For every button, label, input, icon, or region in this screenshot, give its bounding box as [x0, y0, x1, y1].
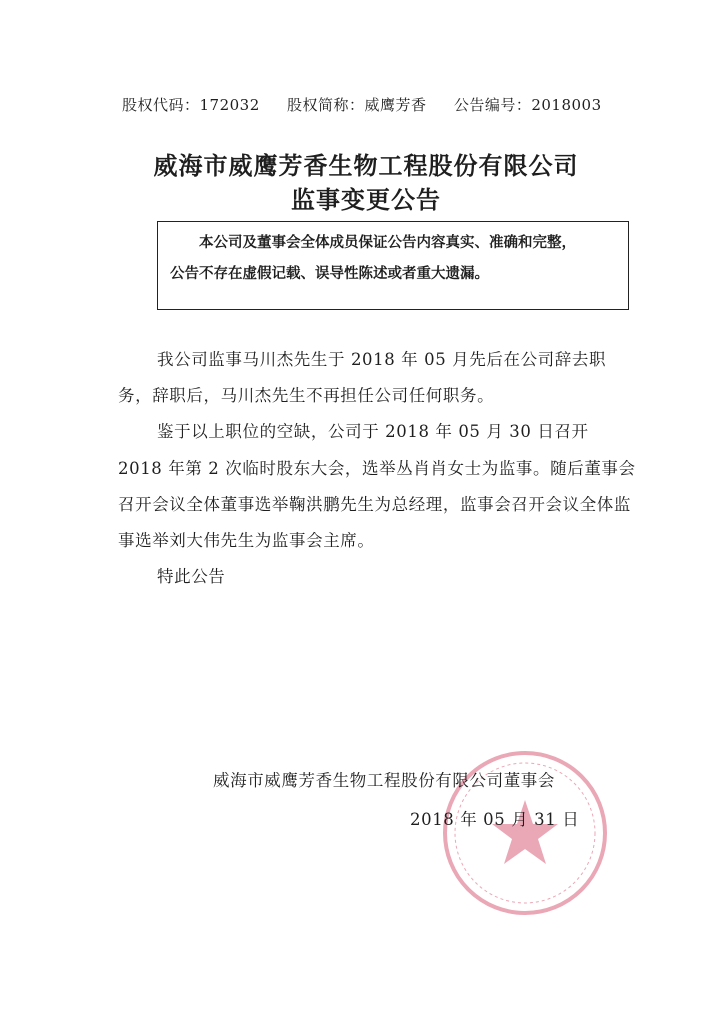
body-paragraph-3: 特此公告 [157, 567, 226, 587]
notice-body [118, 342, 638, 595]
document-header [122, 94, 632, 115]
notice-title: 监事变更公告 [291, 186, 441, 214]
body-paragraph-1: 我公司监事马川杰先生于 2018 年 05 月先后在公司辞去职务，辞职后，马川杰先生不再担任公司任何职务。 [118, 350, 607, 406]
signature-date: 2018 年 05 月 31 日 [410, 810, 580, 829]
disclaimer-line-1: 本公司及董事会全体成员保证公告内容真实、准确和完整， [199, 235, 576, 251]
disclaimer-line-2: 公告不存在虚假记载、误导性陈述或者重大遗漏。 [170, 266, 489, 282]
disclaimer-box [157, 221, 629, 310]
stock-code: 股权代码：172032 [122, 96, 260, 114]
stock-abbreviation: 股权简称：威鹰芳香 [287, 96, 427, 114]
body-paragraph-2: 鉴于以上职位的空缺，公司于 2018 年 05 月 30 日召开 2018 年第 2 次临时股东大会，选举丛肖肖女士为监事。随后董事会召开会议全体董事选举鞠洪鹏先生为总经理，监事会召开会议全体监事选举刘大伟先生为监事会主席。 [118, 422, 636, 551]
signature-company: 威海市威鹰芳香生物工程股份有限公司董事会 [213, 771, 555, 790]
company-title: 威海市威鹰芳香生物工程股份有限公司 [153, 152, 579, 180]
notice-number: 公告编号：2018003 [453, 96, 602, 114]
